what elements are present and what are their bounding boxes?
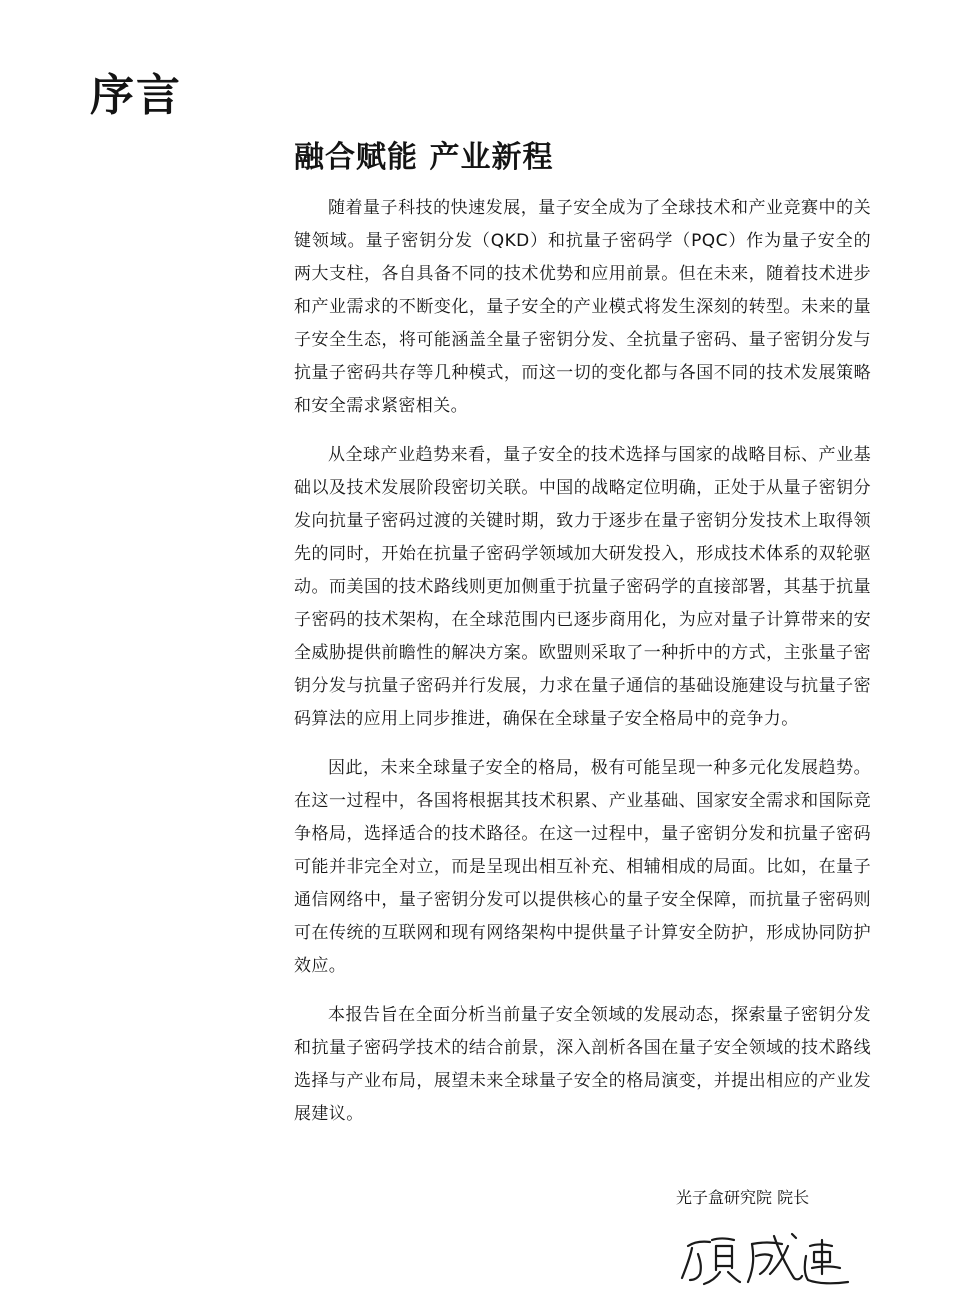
paragraph-3: 因此，未来全球量子安全的格局，极有可能呈现一种多元化发展趋势。在这一过程中，各国将根据其技术积累、产业基础、国家安全需求和国际竞争格局，选择适合的技术路径。在这一过程中，量子密钥分发和抗量子密码可能并非完全对立，而是呈现出相互补充、相辅相成的局面。比如，在量子通信网络中，量子密钥分发可以提供核心的量子安全保障，而抗量子密码则可在传统的互联网和现有网络架构中提供量子计算安全防护，形成协同防护效应。	[294, 758, 871, 976]
paragraph-1: 随着量子科技的快速发展，量子安全成为了全球技术和产业竞赛中的关键领域。量子密钥分发（QKD）和抗量子密码学（PQC）作为量子安全的两大支柱，各自具备不同的技术优势和应用前景。但在未来，随着技术进步和产业需求的不断变化，量子安全的产业模式将发生深刻的转型。未来的量子安全生态，将可能涵盖全量子密钥分发、全抗量子密码、量子密钥分发与抗量子密码共存等几种模式，而这一切的变化都与各国不同的技术发展策略和安全需求紧密相关。	[294, 198, 871, 416]
body-text	[294, 192, 871, 1147]
signoff-title: 光子盒研究院 院长	[676, 1188, 810, 1207]
paragraph-4: 本报告旨在全面分析当前量子安全领域的发展动态，探索量子密钥分发和抗量子密码学技术的结合前景，深入剖析各国在量子安全领域的技术路线选择与产业布局，展望未来全球量子安全的格局演变，并提出相应的产业发展建议。	[294, 1005, 871, 1124]
paragraph-2: 从全球产业趋势来看，量子安全的技术选择与国家的战略目标、产业基础以及技术发展阶段密切关联。中国的战略定位明确，正处于从量子密钥分发向抗量子密码过渡的关键时期，致力于逐步在量子密钥分发技术上取得领先的同时，开始在抗量子密码学领域加大研发投入，形成技术体系的双轮驱动。而美国的技术路线则更加侧重于抗量子密码学的直接部署，其基于抗量子密码的技术架构，在全球范围内已逐步商用化，为应对量子计算带来的安全威胁提供前瞻性的解决方案。欧盟则采取了一种折中的方式，主张量子密钥分发与抗量子密码并行发展，力求在量子通信的基础设施建设与抗量子密码算法的应用上同步推进，确保在全球量子安全格局中的竞争力。	[294, 445, 871, 729]
section-subtitle: 融合赋能 产业新程	[294, 140, 554, 175]
handwritten-signature	[676, 1222, 856, 1292]
page-title: 序言	[90, 70, 182, 121]
